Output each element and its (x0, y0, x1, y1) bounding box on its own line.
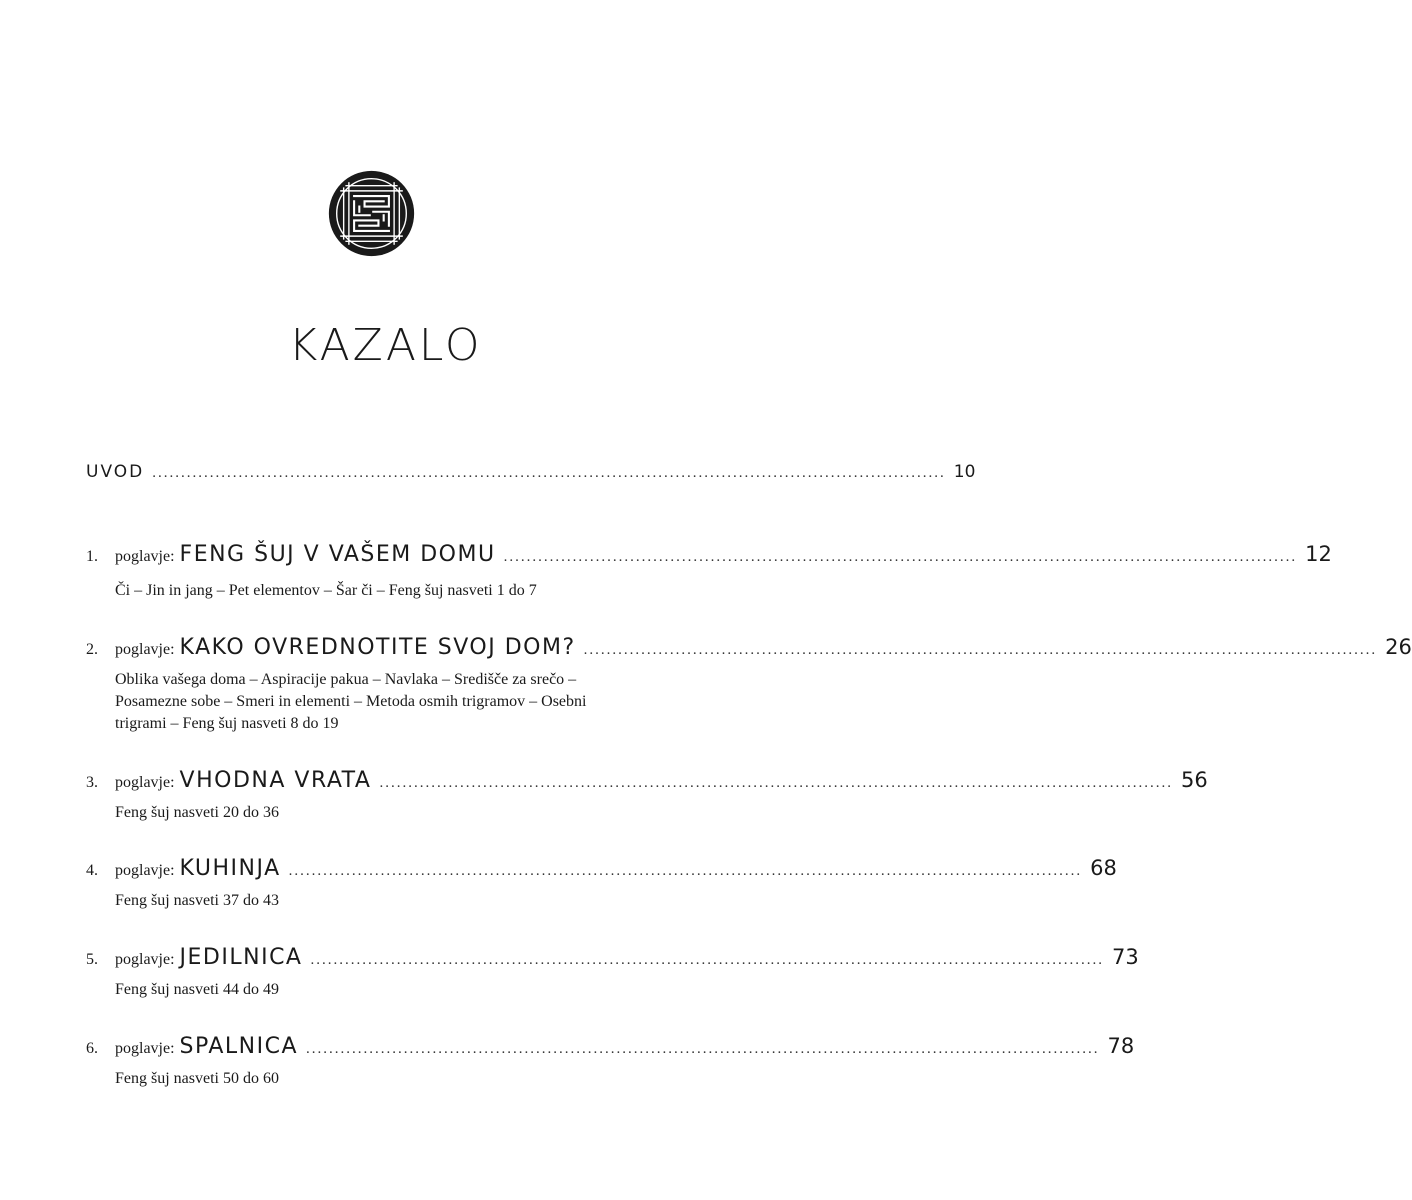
chapter-number: 5. (86, 951, 98, 968)
chapter-page-number: 26 (1385, 635, 1412, 659)
chapter-topics: Feng šuj nasveti 50 do 60 (115, 1070, 279, 1087)
chapter-title: KUHINJA (179, 856, 281, 881)
dot-leader: .......................................................................................................................................... (503, 549, 1298, 565)
chapter-topics: Oblika vašega doma – Aspiracije pakua – Navlaka – Središče za srečo – Posamezne sobe – Smeri in elementi – Metoda osmih trigramov – Osebni trigrami – Feng šuj nasveti 8 do 19 (115, 671, 587, 732)
chapter-page-number: 56 (1180, 768, 1208, 792)
chapter-number: 4. (86, 862, 98, 879)
page-title: KAZALO (288, 320, 483, 371)
intro-page-number: 10 (953, 462, 976, 482)
toc-entry-chapter-6[interactable] (86, 1034, 1135, 1059)
dot-leader: .......................................................................................................................................... (306, 1041, 1100, 1057)
intro-title: UVOD (86, 462, 145, 482)
chapter-prefix: poglavje: (115, 951, 175, 968)
toc-entry-chapter-1[interactable] (86, 542, 1332, 567)
dot-leader: .......................................................................................................................................... (310, 952, 1104, 968)
chapter-topics: Feng šuj nasveti 20 do 36 (115, 804, 279, 821)
chapter-title: KAKO OVREDNOTITE SVOJ DOM? (179, 635, 576, 660)
chapter-title: SPALNICA (179, 1034, 299, 1059)
chapter-page-number: 73 (1111, 945, 1139, 969)
chapter-topics: Či – Jin in jang – Pet elementov – Šar či – Feng šuj nasveti 1 do 7 (115, 582, 537, 599)
toc-entry-chapter-2[interactable] (86, 635, 1412, 660)
dot-leader: .......................................................................................................................................... (152, 465, 946, 481)
chapter-title: JEDILNICA (179, 945, 303, 970)
toc-entry-chapter-4[interactable] (86, 856, 1117, 881)
toc-entry-intro[interactable] (86, 462, 976, 482)
toc-entry-chapter-3[interactable] (86, 768, 1208, 793)
decorative-emblem-icon (328, 170, 415, 257)
chapter-prefix: poglavje: (115, 548, 175, 565)
chapter-prefix: poglavje: (115, 1040, 175, 1057)
dot-leader: .......................................................................................................................................... (379, 775, 1173, 791)
chapter-title: VHODNA VRATA (179, 768, 372, 793)
chapter-topics: Feng šuj nasveti 44 do 49 (115, 981, 279, 998)
chapter-number: 3. (86, 774, 98, 791)
chapter-page-number: 12 (1305, 542, 1332, 566)
chapter-number: 1. (86, 548, 98, 565)
toc-entry-chapter-5[interactable] (86, 945, 1139, 970)
chapter-title: FENG ŠUJ V VAŠEM DOMU (179, 542, 496, 567)
dot-leader: .......................................................................................................................................... (583, 642, 1378, 658)
chapter-topics: Feng šuj nasveti 37 do 43 (115, 892, 279, 909)
chapter-number: 6. (86, 1040, 98, 1057)
chapter-page-number: 78 (1107, 1034, 1135, 1058)
chapter-prefix: poglavje: (115, 862, 175, 879)
chapter-number: 2. (86, 641, 98, 658)
dot-leader: .......................................................................................................................................... (288, 863, 1083, 879)
chapter-prefix: poglavje: (115, 641, 175, 658)
chapter-prefix: poglavje: (115, 774, 175, 791)
chapter-page-number: 68 (1090, 856, 1117, 880)
